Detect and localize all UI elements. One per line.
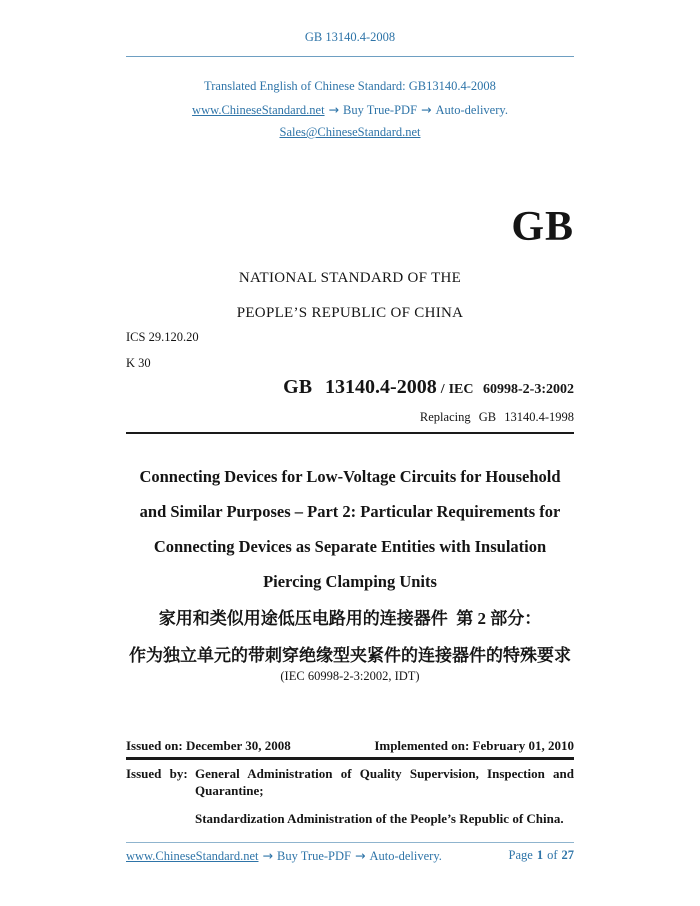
org-name-line1: NATIONAL STANDARD OF THE bbox=[238, 270, 462, 286]
issued-by-label: Issued by: bbox=[126, 766, 188, 781]
ics-code: ICS 29.120.20 bbox=[126, 330, 199, 344]
title-english-line1: Connecting Devices for Low-Voltage Circuits for Household bbox=[139, 467, 561, 486]
footer-divider bbox=[126, 842, 574, 843]
header-doc-number: GB 13140.4-2008 bbox=[304, 30, 396, 44]
issuance-dates-row bbox=[126, 738, 574, 754]
page-footer bbox=[126, 848, 574, 864]
title-chinese-line1: 家用和类似用途低压电路用的连接器件 第 2 部分： bbox=[158, 609, 542, 628]
title-english-line2: and Similar Purposes – Part 2: Particular Requirements for bbox=[139, 502, 561, 521]
issued-on-date: Issued on: December 30, 2008 bbox=[126, 738, 291, 753]
page-current: 1 bbox=[536, 848, 544, 862]
org-name-block bbox=[126, 261, 574, 331]
implemented-on-date: Implemented on: February 01, 2010 bbox=[374, 738, 574, 753]
replacing-note: Replacing GB 13140.4-1998 bbox=[419, 410, 574, 424]
issuer1-line1: General Administration of Quality Supervision, Inspection and bbox=[195, 766, 574, 781]
page-total: 27 bbox=[561, 848, 574, 862]
footer-buy-pdf-text: Buy True-PDF bbox=[276, 849, 351, 863]
issuer1-line2: Quarantine; bbox=[195, 782, 264, 798]
gb-standard-number: GB 13140.4-2008 bbox=[283, 376, 437, 398]
arrow-icon: → bbox=[421, 102, 432, 117]
standard-number-line bbox=[126, 376, 574, 399]
issuer2: Standardization Administration of the People’s Republic of China. bbox=[195, 811, 564, 826]
title-english-line4: Piercing Clamping Units bbox=[263, 572, 437, 591]
issued-by-block bbox=[126, 766, 574, 828]
footer-website-link[interactable]: www.ChineseStandard.net bbox=[126, 849, 259, 863]
title-english-line3: Connecting Devices as Separate Entities with Insulation bbox=[153, 537, 547, 556]
iec-standard-number: IEC 60998-2-3:2002 bbox=[448, 382, 574, 397]
header-email-line bbox=[126, 125, 574, 140]
buy-pdf-text: Buy True-PDF bbox=[343, 103, 418, 117]
idt-note: (IEC 60998-2-3:2002, IDT) bbox=[280, 669, 420, 683]
header-buy-line bbox=[126, 102, 574, 118]
page-indicator bbox=[505, 848, 574, 864]
issuance-divider bbox=[126, 757, 574, 760]
footer-auto-delivery-text: Auto-delivery. bbox=[369, 849, 442, 863]
arrow-icon: → bbox=[262, 848, 273, 863]
masthead-divider bbox=[126, 432, 574, 434]
header-divider bbox=[126, 56, 574, 57]
title-english bbox=[126, 459, 574, 599]
arrow-icon: → bbox=[354, 848, 366, 863]
standard-separator: / bbox=[440, 382, 445, 397]
classification-code: K 30 bbox=[126, 356, 151, 370]
gb-logo: GB bbox=[511, 204, 574, 250]
header-translated-line: Translated English of Chinese Standard: GB13140.4-2008 bbox=[204, 79, 496, 93]
org-name-line2: PEOPLE’S REPUBLIC OF CHINA bbox=[236, 305, 464, 321]
page-of-label: of bbox=[547, 848, 558, 862]
website-link[interactable]: www.ChineseStandard.net bbox=[192, 103, 325, 117]
email-link[interactable]: Sales@ChineseStandard.net bbox=[279, 125, 421, 139]
arrow-icon: → bbox=[328, 102, 340, 117]
title-chinese-line2: 作为独立单元的带刺穿绝缘型夹紧件的连接器件的特殊要求 bbox=[129, 646, 571, 665]
auto-delivery-text: Auto-delivery. bbox=[435, 103, 508, 117]
page-label: Page bbox=[508, 848, 533, 862]
footer-buy-line bbox=[126, 848, 442, 864]
